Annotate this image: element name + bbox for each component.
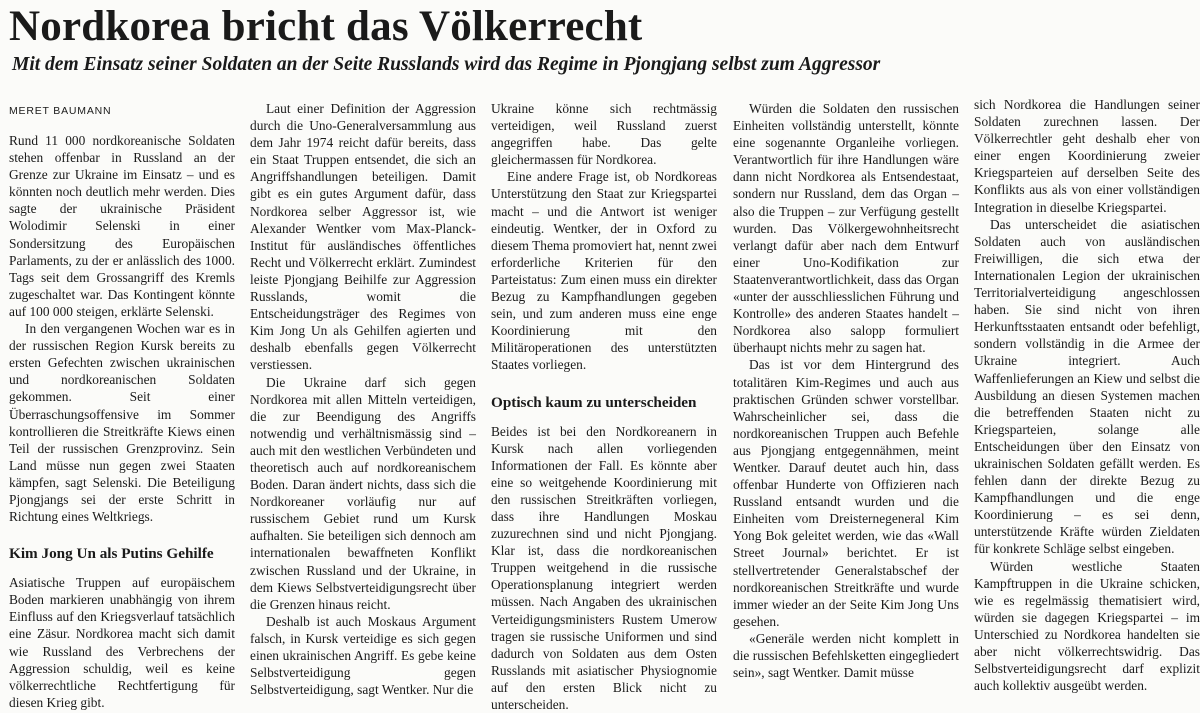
headline: Nordkorea bricht das Völkerrecht	[9, 2, 642, 52]
subheadline: Mit dem Einsatz seiner Soldaten an der Seite Russlands wird das Regime in Pjongjang selbst zum Aggressor	[12, 52, 880, 78]
column-blocks	[491, 100, 717, 713]
article-paragraph: Würden westliche Staaten Kampftruppen in die Ukraine schicken, wie es regelmässig thematisiert wird, würden sie dagegen Kriegspartei – im Unterschied zu Nordkorea handelten sie aber nicht völkerrechtswidrig. Das Selbstverteidigungsrecht darf explizit auch kollektiv ausgeübt werden.	[974, 558, 1200, 695]
column-blocks	[250, 100, 476, 698]
column-blocks	[733, 100, 959, 681]
article-paragraph: sich Nordkorea die Handlungen seiner Soldaten zurechnen lassen. Der Völkerrechtler geht deshalb eher von einer engen Koordinierung zweier Kriegsparteien auf derselben Seite des Konflikts aus als von einer vollständigen Integration in dieselbe Kriegspartei.	[974, 96, 1200, 216]
article-paragraph: «Generäle werden nicht komplett in die russischen Befehlsketten eingegliedert sein», sagt Wentker. Damit müsse	[733, 630, 959, 681]
section-subheading: Optisch kaum zu unterscheiden	[491, 394, 717, 412]
article-paragraph: Asiatische Truppen auf europäischem Boden markieren unabhängig von ihrem Einfluss auf den Kriegsverlauf tatsächlich eine Zäsur. Nordkorea macht sich damit wie Russland des Verbrechens der Aggression schuldig, weil es keine völkerrechtliche Rechtfertigung für diesen Krieg gibt.	[9, 574, 235, 711]
article-paragraph: Beides ist bei den Nordkoreanern in Kursk nach allen vorliegenden Informationen der Fall. Es könnte aber eine so weitgehende Koordinierung mit den russischen Streitkräften vorliegen, dass ihre Handlungen Moskau zuzurechnen sind und nicht Pjongjang. Klar ist, dass die nordkoreanischen Truppen weitgehend in die russische Operationsplanung integriert werden müssen. Nach Angaben des ukrainischen Verteidigungsministers Rustem Umerow tragen sie russische Uniformen und sind dadurch von Soldaten aus dem Osten Russlands mit asiatischer Physiognomie auf den ersten Blick nicht zu unterscheiden.	[491, 423, 717, 713]
article-paragraph: Laut einer Definition der Aggression durch die Uno-Generalversammlung aus dem Jahr 1974 reicht dafür bereits, dass ein Staat Truppen entsendet, die sich an Angriffshandlungen beteiligen. Damit gibt es ein gutes Argument dafür, dass Nordkorea selber Aggressor ist, wie Alexander Wentker vom Max-Planck-Institut für ausländisches öffentliches Recht und Völkerrecht erklärt. Zumindest leiste Pjongjang Beihilfe zur Aggression Russlands, womit die Entscheidungsträger des Regimes von Kim Jong Un als Gehilfen agierten und deshalb ebenfalls gegen Völkerrecht verstiessen.	[250, 100, 476, 374]
author-byline: MERET BAUMANN	[9, 104, 235, 118]
article-column-4	[733, 100, 959, 638]
article-paragraph: Eine andere Frage ist, ob Nordkoreas Unterstützung den Staat zur Kriegspartei macht – und die Antwort ist weniger eindeutig. Wentker, der in Oxford zu diesem Thema promoviert hat, nennt zwei erforderliche Kriterien für den Parteistatus: Zum einen muss ein direkter Bezug zu Kampfhandlungen gegeben sein, und zum anderen muss eine enge Koordinierung mit den Militäroperationen des unterstützten Staates vorliegen.	[491, 168, 717, 373]
article-paragraph: Das ist vor dem Hintergrund des totalitären Kim-Regimes und auch aus praktischen Gründen schwer vorstellbar. Wahrscheinlicher sei, dass die nordkoreanischen Truppen auch Befehle aus Pjongjang entgegennähmen, meint Wentker. Darauf deutet auch hin, dass offenbar Hunderte von Offizieren nach Russland entsandt wurden und die Einheiten vom Dreisternegeneral Kim Yong Bok geleitet werden, wie das «Wall Street Journal» berichtet. Er ist stellvertretender Generalstabschef der nordkoreanischen Streitkräfte und wurde immer wieder an der Seite Kim Jong Uns gesehen.	[733, 356, 959, 630]
article-paragraph: Deshalb ist auch Moskaus Argument falsch, in Kursk verteidige es sich gegen einen ukrainischen Angriff. Es gebe keine Selbstverteidigung gegen Selbstverteidigung, sagt Wentker. Nur die	[250, 613, 476, 698]
column-blocks	[9, 132, 235, 711]
article-column-2	[250, 100, 476, 638]
article-column-1	[9, 100, 235, 638]
column-blocks	[974, 96, 1200, 694]
article-paragraph: Die Ukraine darf sich gegen Nordkorea mit allen Mitteln verteidigen, die zur Beendigung des Angriffs notwendig und verhältnismässig sind – auch mit den westlichen Verbündeten und theoretisch auch auf nordkoreanischem Boden. Daran ändert nichts, dass sich die Nordkoreaner vorläufig nur auf russischem Gebiet rund um Kursk aufhalten. Sie beteiligen sich dennoch am internationalen bewaffneten Konflikt zwischen Russland und der Ukraine, in dem Kiews Selbstverteidigungsrecht über die Grenzen hinaus reicht.	[250, 374, 476, 613]
article-column-3	[491, 100, 717, 638]
section-subheading: Kim Jong Un als Putins Gehilfe	[9, 545, 235, 563]
article-paragraph: Das unterscheidet die asiatischen Soldaten auch von ausländischen Freiwilligen, die sich etwa der Internationalen Legion der ukrainischen Territorialverteidigung angeschlossen haben. Sie sind nicht von ihren Herkunftsstaaten entsandt oder befehligt, sondern vollständig in die Armee der Ukraine integriert. Auch Waffenlieferungen an Kiew und selbst die Ausbildung an diesen Systemen machen die betreffenden Staaten nicht zu Kriegsparteien, solange alle Entscheidungen über den Einsatz von ukrainischen Soldaten gefällt werden. Es fehlen dann der direkte Bezug zu Kampfhandlungen und die enge Koordinierung – es sei denn, unterstützende Kräfte würden Zieldaten für konkrete Schläge selbst eingeben.	[974, 216, 1200, 558]
article-paragraph: Rund 11 000 nordkoreanische Soldaten stehen offenbar in Russland an der Grenze zur Ukraine im Einsatz – und es könnten noch deutlich mehr werden. Dies sagte der ukrainische Präsident Wolodimir Selenski in einer Sondersitzung des Europäischen Parlaments, zu der er anlässlich des 1000. Tags seit dem Grossangriff des Kremls zugeschaltet war. Das Kontingent könnte auf 100 000 steigen, erklärte Selenski.	[9, 132, 235, 320]
article-paragraph: Würden die Soldaten den russischen Einheiten vollständig unterstellt, könnte eine sogenannte Organleihe vorliegen. Verantwortlich für ihre Handlungen wäre dann nicht Nordkorea als Entsendestaat, sondern nur Russland, dem das Organ – also die Truppen – zur Verfügung gestellt wurden. Das Völkergewohnheitsrecht verlangt dafür aber nach dem Entwurf einer Uno-Kodifikation zur Staatenverantwortlichkeit, dass das Organ «unter der ausschliesslichen Führung und Kontrolle» des anderen Staates handelt – Nordkorea also salopp formuliert überhaupt nichts mehr zu sagen hat.	[733, 100, 959, 356]
article-paragraph: Ukraine könne sich rechtmässig verteidigen, weil Russland zuerst angegriffen habe. Das gelte gleichermassen für Nordkorea.	[491, 100, 717, 168]
article-column-5	[974, 96, 1200, 634]
article-paragraph: In den vergangenen Wochen war es in der russischen Region Kursk bereits zu ersten Gefechten zwischen ukrainischen und nordkoreanischen Soldaten gekommen. Seit einer Überraschungsoffensive im Sommer kontrollieren die Streitkräfte Kiews einen Teil der russischen Grenzprovinz. Sein Land müsse nun gegen zwei Staaten kämpfen, sagt Selenski. Die Beteiligung Pjongjangs sei der erste Schritt in Richtung eines Weltkriegs.	[9, 320, 235, 525]
